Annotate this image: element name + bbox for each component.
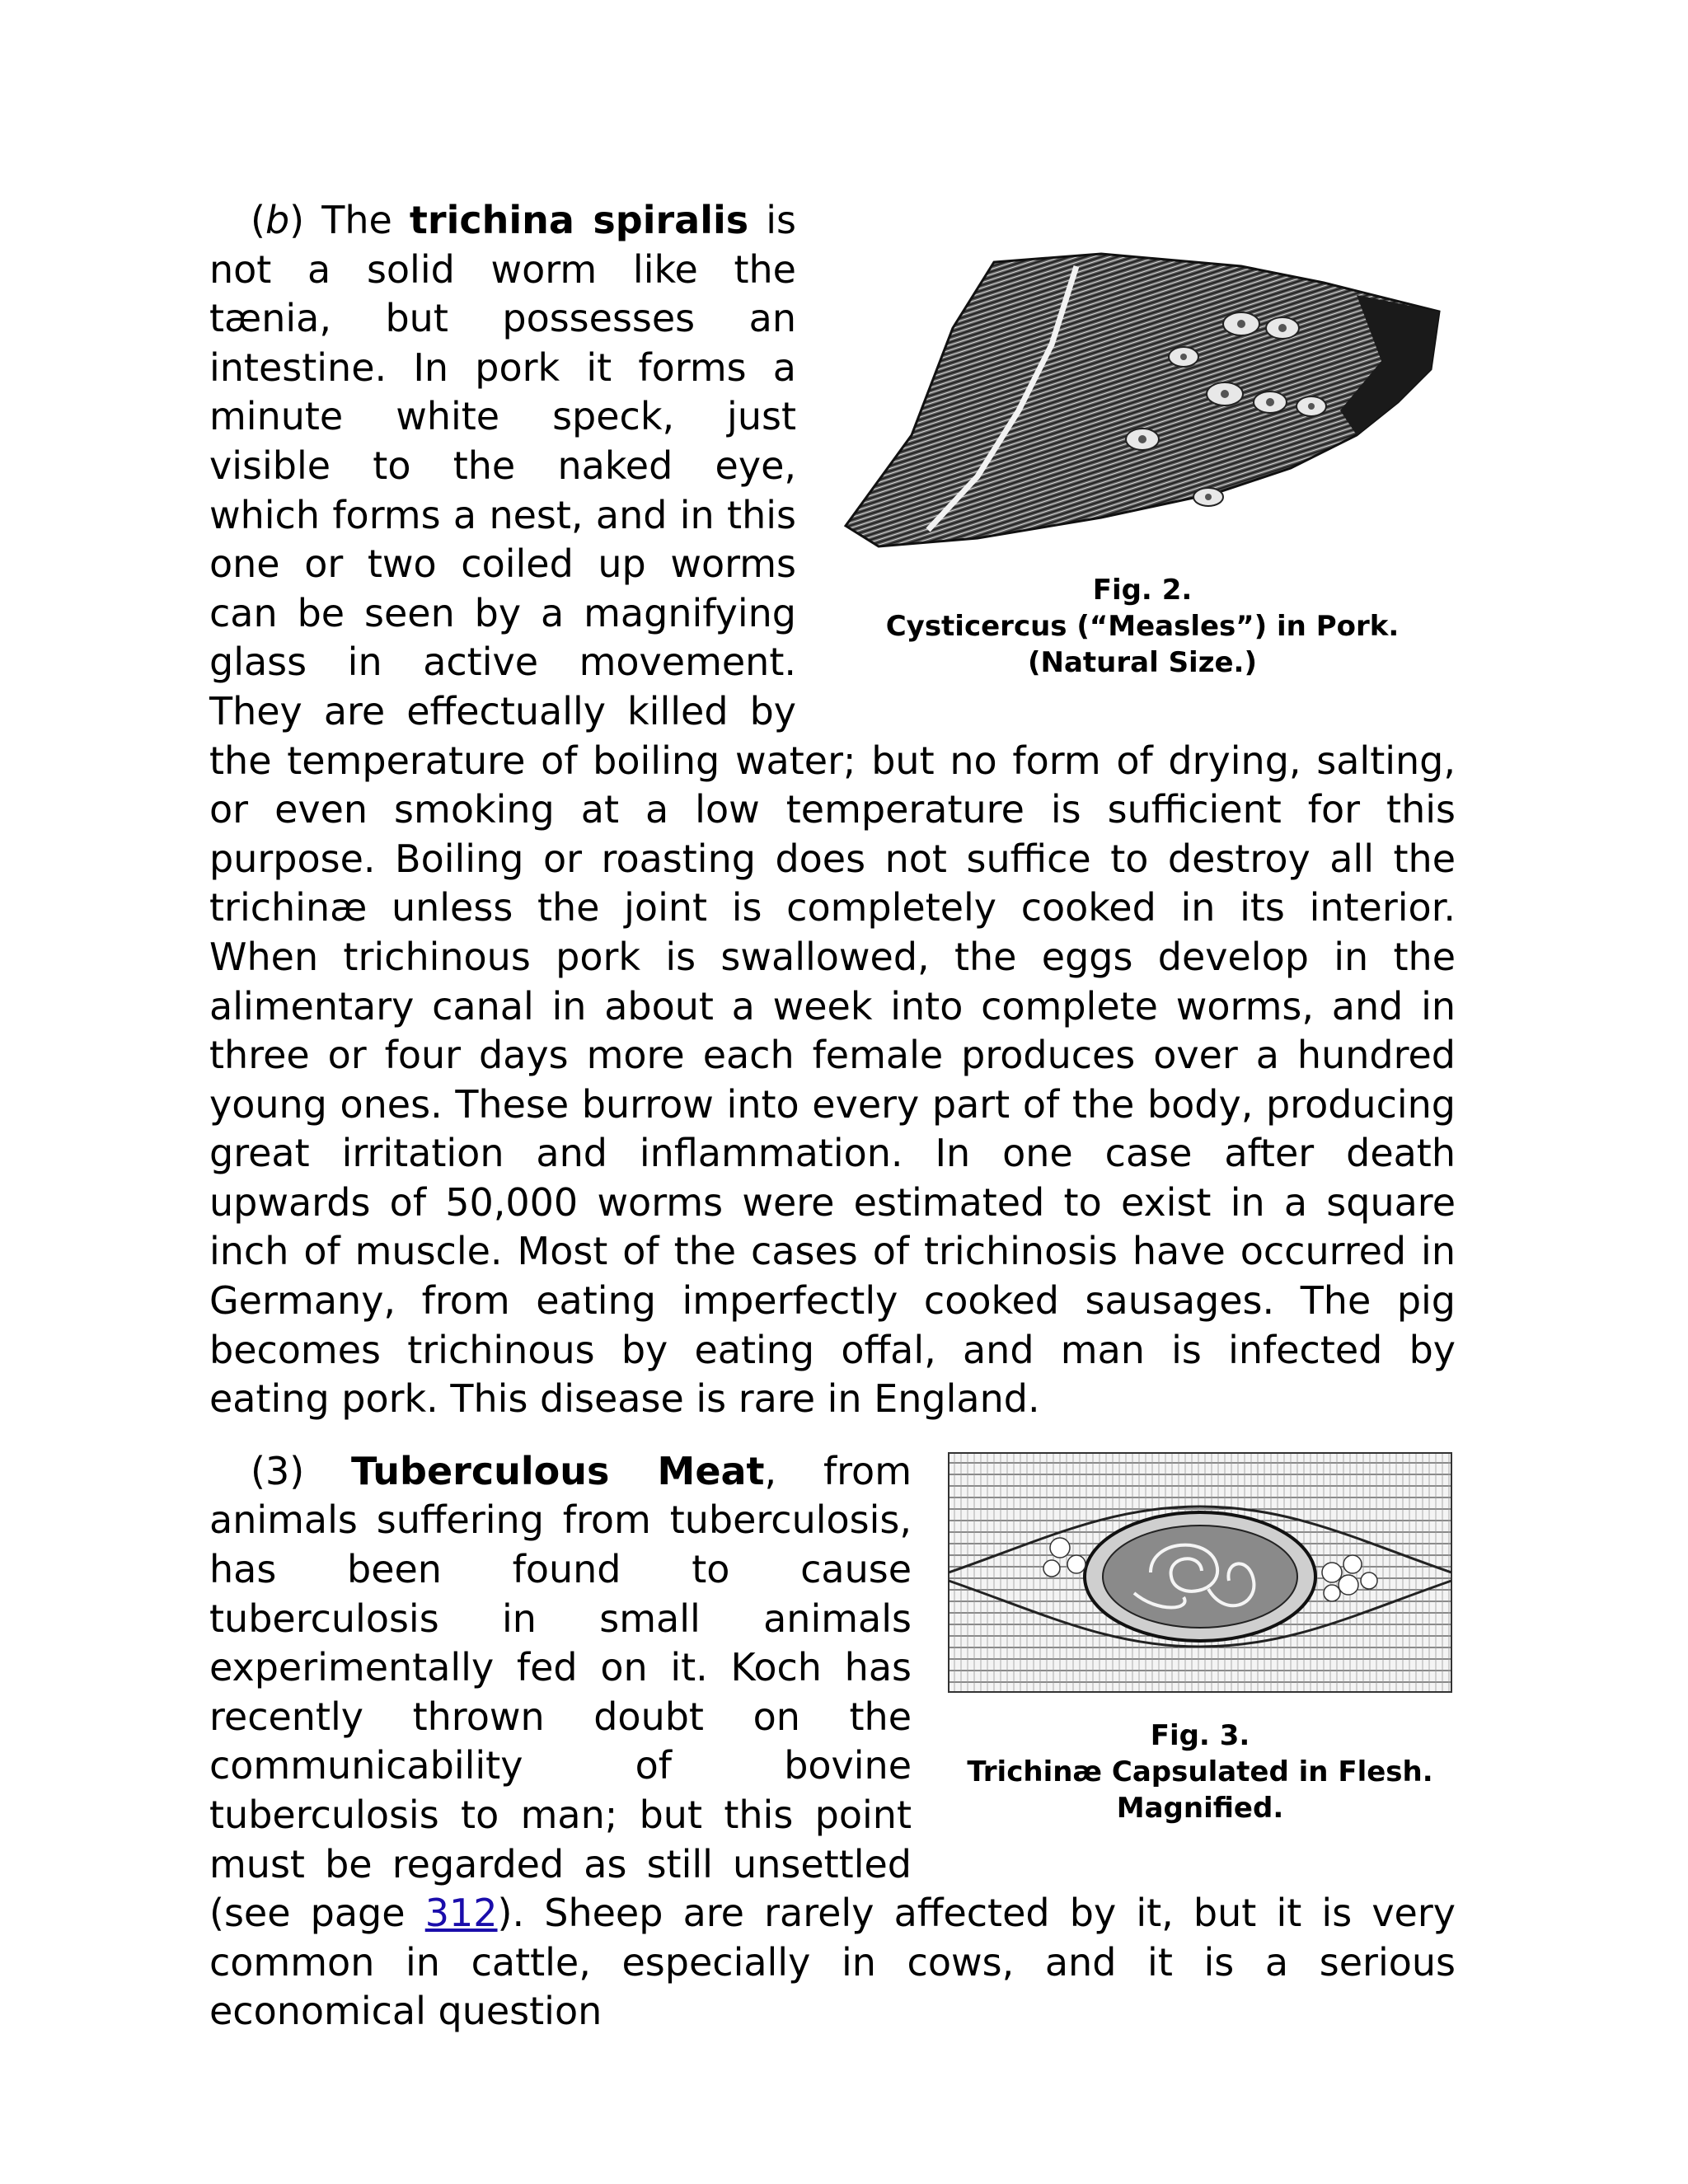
paragraph-trichina-text: is not a solid worm like the tænia, but possesses an intestine. In pork it forms a minute white speck, just visible to the naked eye, which forms a nest, and in this one or two coiled up worms can be seen by a magnifying glass in active movement. They are effectually killed by the temperature of boiling water; but no form of drying, salting, or even smoking at a low temperature is sufficient for this purpose. Boiling or roasting does not suffice to destroy all the trichinæ unless the joint is completely cooked in its interior. When trichinous pork is swallowed, the eggs develop in the alimentary canal in about a week into complete worms, and in three or four days more each female produces over a hundred young ones. These burrow into every part of the body, producing great irritation and inflammation. In one case after death upwards of 50,000 worms were estimated to exist in a square inch of muscle. Most of the cases of trichinosis have occurred in Germany, from eating imperfectly cooked sausages. The pig becomes trichinous by eating offal, and man is infected by eating pork. This disease is rare in England. [209, 198, 1456, 1422]
figure-2-number: Fig. 2. [1092, 574, 1193, 607]
document-page [209, 196, 1456, 2036]
figure-3-number: Fig. 3. [1150, 1718, 1250, 1752]
section-b-label: b [265, 198, 290, 242]
figure-2-note: (Natural Size.) [1027, 646, 1258, 679]
figure-3-caption [945, 1718, 1456, 1826]
figure-3-title: Trichinæ Capsulated in Flesh. [967, 1755, 1433, 1788]
trichina-term: trichina spiralis [409, 198, 749, 242]
section-3-label: (3) [251, 1448, 305, 1493]
figure-3-note: Magnified. [1116, 1791, 1284, 1825]
trichinae-capsule-illustration [945, 1449, 1456, 1696]
tuberculous-meat-term: Tuberculous Meat [350, 1448, 765, 1493]
figure-2-title: Cysticercus (“Measles”) in Pork. [885, 610, 1400, 643]
figure-2-caption [829, 572, 1456, 681]
paragraph-trichina: (b) The trichina spiralis is not a solid worm like the tænia, but possesses an intestine. In pork it forms a minute white speck, just visible to the naked eye, which forms a nest, and in this one or two coiled up worms can be seen by a magnifying glass in active movement. They are effectually killed by the temperature of boiling water; but no form of drying, salting, or even smoking at a low temperature is sufficient for this purpose. Boiling or roasting does not suffice to destroy all the trichinæ unless the joint is completely cooked in its interior. When trichinous pork is swallowed, the eggs develop in the alimentary canal in about a week into complete worms, and in three or four days more each female produces over a hundred young ones. These burrow into every part of the body, producing great irritation and inflammation. In one case after death upwards of 50,000 worms were estimated to exist in a square inch of muscle. Most of the cases of trichinosis have occurred in Germany, from eating imperfectly cooked sausages. The pig becomes trichinous by eating offal, and man is infected by eating pork. This disease is rare in England. [209, 198, 1456, 1422]
paragraph-tuberculous-text-after: ). Sheep are rarely affected by it, but it is very common in cattle, especially in cows, and it is a serious economical question [209, 1891, 1456, 2034]
paragraph-tuberculous-text-before: , from animals suffering from tuberculosis, has been found to cause tuberculosis in small animals experimentally fed on it. Koch has recently thrown doubt on the communicability of bovine tuberculosis to man; but this point must be regarded as still unsettled (see page [209, 1448, 912, 1936]
cysticercus-pork-illustration [829, 246, 1456, 551]
figure-3 [945, 1449, 1456, 1826]
page-312-link[interactable]: 312 [424, 1891, 498, 1936]
figure-2 [829, 246, 1456, 681]
